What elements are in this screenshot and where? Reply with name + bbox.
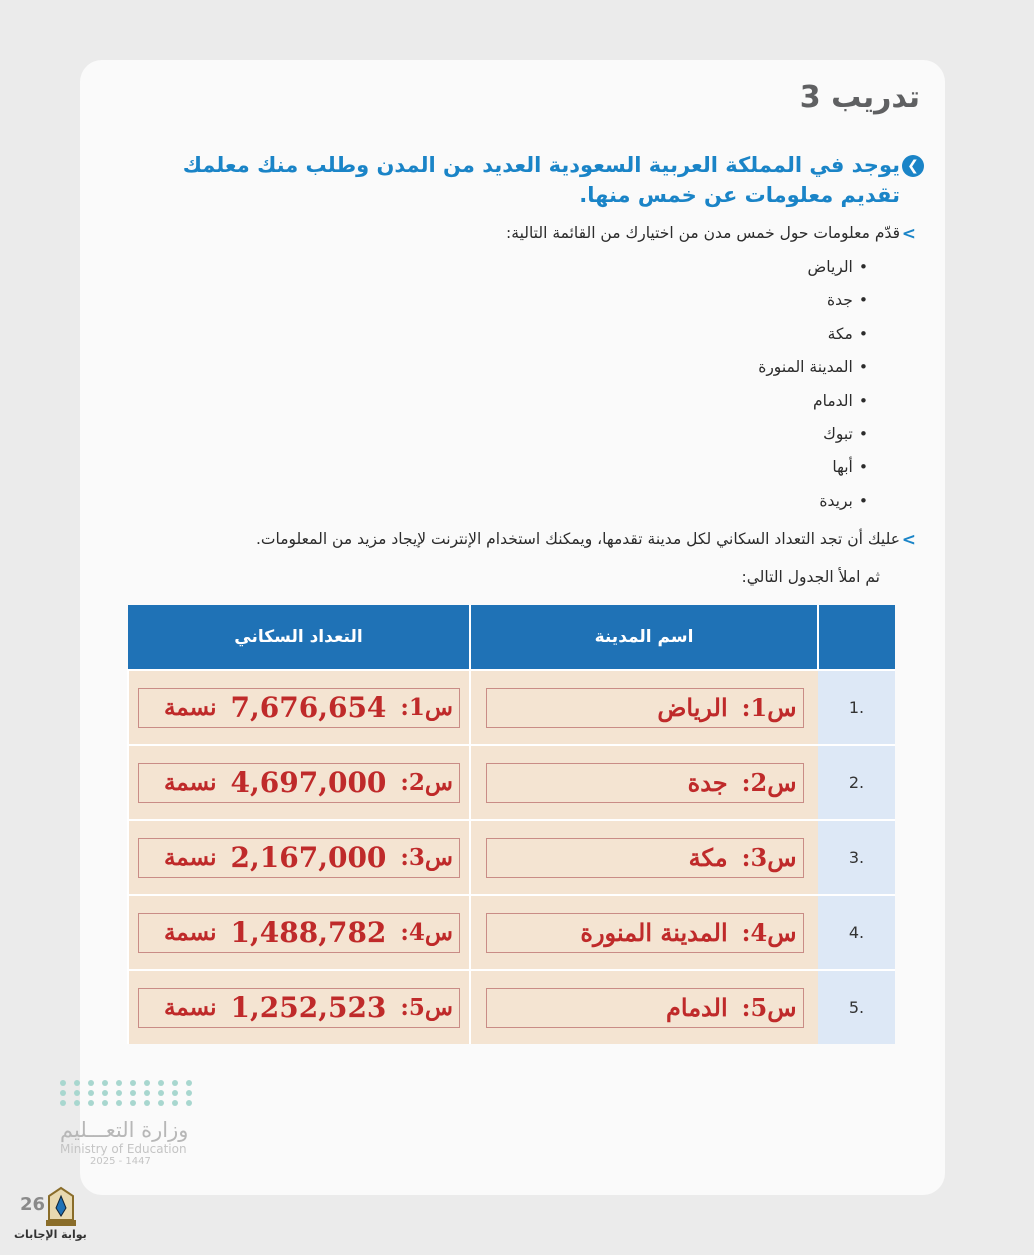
population-unit: نسمة xyxy=(163,769,217,796)
table-header-population: التعداد السكاني xyxy=(128,605,470,670)
ministry-name-english: Ministry of Education xyxy=(60,1142,187,1156)
answer-prefix: س1: xyxy=(400,694,453,721)
population-value: 4,697,000 xyxy=(230,766,387,799)
table-row xyxy=(128,745,895,820)
answer-prefix: س5: xyxy=(741,993,797,1022)
answer-prefix: س4: xyxy=(400,919,453,946)
population-answer-field[interactable] xyxy=(138,688,460,728)
population-answer-field[interactable] xyxy=(138,913,460,953)
row-number: 1. xyxy=(818,670,895,745)
city-name: مكة xyxy=(688,843,728,872)
instruction-fill-table: ثم املأ الجدول التالي: xyxy=(741,568,880,586)
pen-emblem-icon xyxy=(38,1186,84,1230)
population-answer-field[interactable] xyxy=(138,988,460,1028)
ministry-logo xyxy=(60,1080,200,1167)
list-item: • تبوك xyxy=(758,420,868,453)
population-value: 2,167,000 xyxy=(230,841,387,874)
answer-prefix: س1: xyxy=(741,693,797,722)
population-unit: نسمة xyxy=(163,694,217,721)
list-item: • المدينة المنورة xyxy=(758,353,868,386)
instruction-find-population: عليك أن تجد التعداد السكاني لكل مدينة تقدمها، ويمكنك استخدام الإنترنت لإيجاد مزيد من المعلومات. xyxy=(255,530,900,548)
table-row xyxy=(128,970,895,1044)
population-unit: نسمة xyxy=(163,844,217,871)
table-row xyxy=(128,670,895,745)
table-row xyxy=(128,820,895,895)
arrow-icon: < xyxy=(901,530,916,550)
population-unit: نسمة xyxy=(163,994,217,1021)
ministry-name-arabic: وزارة التعـــليم xyxy=(60,1118,189,1142)
list-item: • الدمام xyxy=(758,387,868,420)
list-item: • جدة xyxy=(758,286,868,319)
city-name: جدة xyxy=(687,768,728,797)
answer-prefix: س5: xyxy=(400,994,453,1021)
row-number: 2. xyxy=(818,745,895,820)
chevron-left-icon: ❮ xyxy=(902,155,924,177)
population-answer-field[interactable] xyxy=(138,763,460,803)
answer-prefix: س3: xyxy=(741,843,797,872)
table-row xyxy=(128,895,895,970)
population-value: 1,252,523 xyxy=(230,991,387,1024)
city-name: الرياض xyxy=(657,693,728,722)
city-list xyxy=(758,253,868,520)
answer-prefix: س4: xyxy=(741,918,797,947)
row-number: 4. xyxy=(818,895,895,970)
list-item: • بريدة xyxy=(758,487,868,520)
city-answer-field[interactable] xyxy=(486,838,804,878)
answer-prefix: س2: xyxy=(400,769,453,796)
city-answer-field[interactable] xyxy=(486,988,804,1028)
logo-dots-icon xyxy=(60,1080,200,1106)
site-badge-label: بوابة الإجابات xyxy=(14,1228,87,1241)
list-item: • مكة xyxy=(758,320,868,353)
instruction-choose-cities: قدّم معلومات حول خمس مدن من اختيارك من القائمة التالية: xyxy=(506,224,900,242)
table-header-city: اسم المدينة xyxy=(470,605,818,670)
arrow-icon: < xyxy=(901,224,916,244)
population-value: 1,488,782 xyxy=(230,916,387,949)
answer-prefix: س2: xyxy=(741,768,797,797)
answer-prefix: س3: xyxy=(400,844,453,871)
exercise-title: تدريب 3 xyxy=(799,80,920,115)
edition-year: 2025 - 1447 xyxy=(90,1156,151,1167)
population-table xyxy=(127,605,895,1044)
table-header-number xyxy=(818,605,895,670)
row-number: 3. xyxy=(818,820,895,895)
population-value: 7,676,654 xyxy=(230,691,387,724)
city-name: الدمام xyxy=(666,993,728,1022)
list-item: • الرياض xyxy=(758,253,868,286)
row-number: 5. xyxy=(818,970,895,1044)
population-answer-field[interactable] xyxy=(138,838,460,878)
city-answer-field[interactable] xyxy=(486,688,804,728)
page-number: 26 xyxy=(20,1194,46,1215)
city-answer-field[interactable] xyxy=(486,763,804,803)
city-name: المدينة المنورة xyxy=(580,918,728,947)
city-answer-field[interactable] xyxy=(486,913,804,953)
population-unit: نسمة xyxy=(163,919,217,946)
list-item: • أبها xyxy=(758,453,868,486)
task-statement: يوجد في المملكة العربية السعودية العديد من المدن وطلب منك معلمك تقديم معلومات عن خمس منها. xyxy=(182,153,900,207)
